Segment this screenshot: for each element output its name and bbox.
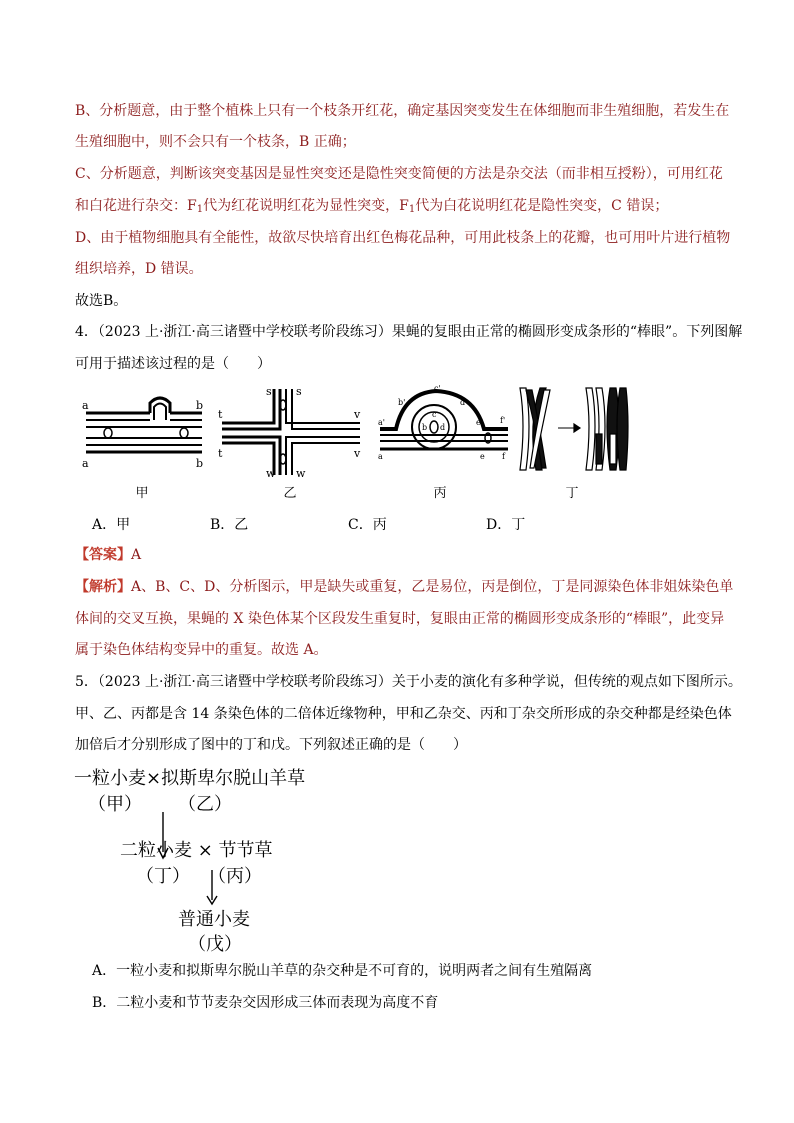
figure-jia-deletion-duplication (80, 393, 208, 475)
explanation-d-line-1: D、由于植物细胞具有全能性，故欲尽快培育出红色梅花品种，可用此枝条上的花瓣，也可用叶片进行植物 (75, 230, 731, 246)
flow-arrow-2 (205, 870, 219, 906)
figure-caption-jia: 甲 (135, 486, 149, 501)
q4-analysis-line-2: 体间的交叉互换，果蝇的 X 染色体某个区段发生重复时，复眼由正常的椭圆形变成条形的“棒眼”，此变异 (75, 611, 725, 627)
figure-yi-translocation (214, 385, 364, 480)
bing-label-f: f (502, 452, 505, 461)
q5-option-a[interactable]: A．一粒小麦和拟斯卑尔脱山羊草的杂交种是不可育的，说明两者之间有生殖隔离 (92, 963, 593, 979)
q4-option-c[interactable]: C．丙 (348, 517, 387, 533)
figure-ding-crossing-over (512, 384, 632, 474)
flow-row1-labels: （甲） （乙） (88, 794, 232, 815)
q4-analysis-line-3: 属于染色体结构变异中的重复。故选 A。 (75, 642, 328, 658)
figure-bing-inversion (376, 383, 512, 465)
bing-label-a: a (378, 452, 383, 461)
yi-label-w-right: w (296, 467, 306, 480)
flow-row2-labels: （丁） （丙） (136, 866, 262, 887)
explanation-d-line-2: 组织培养，D 错误。 (75, 261, 203, 277)
bing-label-d-prime: d' (460, 398, 468, 407)
explanation-c-line-1: C、分析题意，判断该突变基因是显性突变还是隐性突变简便的方法是杂交法（而非相互授粉），可用红花 (75, 166, 723, 182)
q4-option-d[interactable]: D．丁 (486, 517, 526, 533)
flow-row1-parents: 一粒小麦×拟斯卑尔脱山羊草 (74, 768, 306, 789)
bing-label-b-prime: b' (398, 398, 406, 407)
bing-label-e: e (480, 452, 485, 461)
q4-analysis-line-1: 【解析】A、B、C、D、分析图示，甲是缺失或重复，乙是易位，丙是倒位，丁是同源染色体非姐妹染色单 (75, 579, 734, 595)
conclusion-text: 故选B。 (75, 293, 128, 309)
q4-option-b[interactable]: B．乙 (210, 517, 249, 533)
explanation-b-line-2: 生殖细胞中，则不会只有一个枝条，B 正确； (75, 134, 356, 150)
jia-label-b-top: b (196, 399, 204, 412)
figure-caption-ding: 丁 (565, 486, 579, 501)
bing-label-c-prime: c' (434, 384, 441, 393)
bing-label-d: d (440, 423, 446, 432)
q5-option-b[interactable]: B．二粒小麦和节节麦杂交因形成三体而表现为高度不育 (92, 995, 439, 1011)
yi-label-t-top: t (218, 408, 223, 421)
q5-stem-line-3: 加倍后才分别形成了图中的丁和戊。下列叙述正确的是（ ） (75, 737, 467, 753)
explanation-b-line-1: B、分析题意，由于整个植株上只有一个枝条开红花，确定基因突变发生在体细胞而非生殖细胞，若发生在 (75, 103, 730, 119)
yi-label-s-left: s (266, 385, 272, 398)
yi-label-v-bottom: v (354, 447, 361, 460)
yi-label-t-bottom: t (218, 447, 223, 460)
bing-label-c: c (432, 410, 437, 419)
bing-label-a-prime: a' (378, 418, 385, 427)
figure-caption-yi: 乙 (283, 486, 297, 501)
jia-label-b-bottom: b (196, 457, 204, 470)
q5-stem-line-1: 5．（2023 上·浙江·高三诸暨中学校联考阶段练习）关于小麦的演化有多种学说，但传统的观点如下图所示。 (75, 674, 742, 690)
q4-stem-line-2: 可用于描述该过程的是（ ） (75, 356, 271, 372)
q4-stem-line-1: 4．（2023 上·浙江·高三诸暨中学校联考阶段练习）果蝇的复眼由正常的椭圆形变成条形的“棒眼”。下列图解 (75, 324, 743, 340)
q4-answer: 【答案】A (75, 547, 142, 563)
explanation-c-line-2: 和白花进行杂交：$F_1$代为红花说明红花为显性突变，$F_1$代为白花说明红花是隐性突变，C 错误； (75, 198, 669, 215)
jia-label-a-top: a (82, 399, 89, 412)
q4-option-a[interactable]: A．甲 (92, 517, 131, 533)
jia-label-a-bottom: a (82, 457, 89, 470)
bing-label-f-prime: f' (500, 416, 506, 425)
figure-caption-bing: 丙 (433, 486, 447, 501)
yi-label-s-right: s (296, 385, 302, 398)
flow-row3-label: （戊） (188, 934, 242, 955)
bing-label-b: b (422, 423, 428, 432)
yi-label-w-left: w (266, 467, 276, 480)
flow-row2-parents: 二粒小麦 × 节节草 (120, 840, 273, 861)
yi-label-v-top: v (354, 408, 361, 421)
flow-row3-offspring: 普通小麦 (178, 909, 250, 930)
bing-label-e-prime: e' (476, 418, 483, 427)
q5-stem-line-2: 甲、乙、丙都是含 14 条染色体的二倍体近缘物种，甲和乙杂交、丙和丁杂交所形成的杂交种都是经染色体 (75, 706, 732, 722)
